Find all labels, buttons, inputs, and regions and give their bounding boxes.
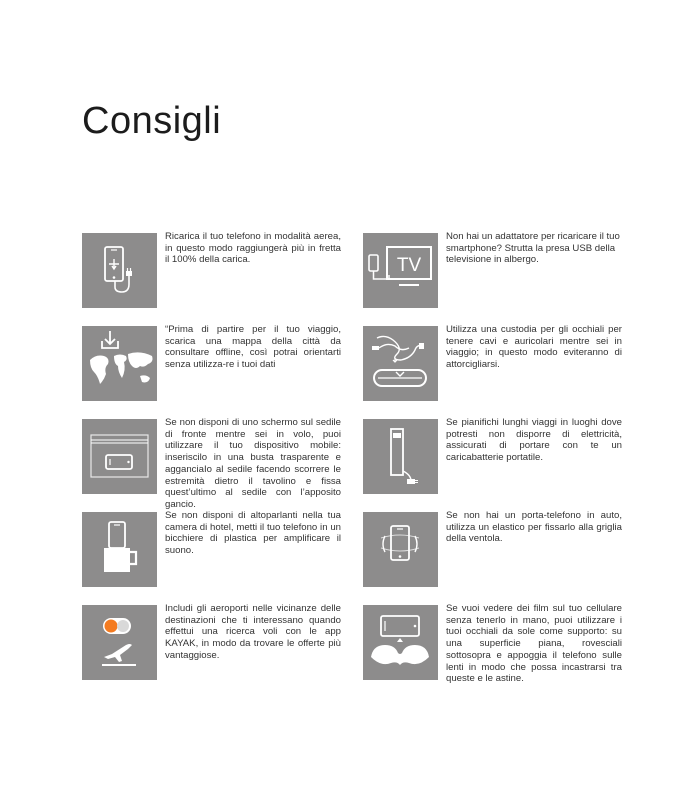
tip-text: Includi gli aeroporti nelle vicinanze delle destinazioni che ti interessano quando effettui una ricerca voli con le app KAYAK, in modo da trovare le offerte più vantaggiose. [165,603,341,661]
tip-text: Se non hai un porta-telefono in auto, utilizza un elastico per fissarlo alla griglia della ventola. [446,510,622,545]
phone-in-cup-icon [82,512,157,587]
tip-text: Se non disponi di altoparlanti nella tua camera di hotel, metti il tuo telefono in un bicchiere di plastica per amplificare il suono. [165,510,341,557]
phone-rubber-band-icon [363,512,438,587]
tip-glasses-case [363,326,683,406]
download-map-icon [82,326,157,401]
tip-airplane-mode [82,233,402,313]
tip-nearby-airports [82,605,402,685]
cable-case-icon [363,326,438,401]
tv-label: TV [396,255,422,276]
toggle-plane-icon [82,605,157,680]
tip-text: Utilizza una custodia per gli occhiali per tenere cavi e auricolari mentre sei in viaggio; in questo modo eviteranno di attorcigliarsi. [446,324,622,371]
tip-text: Se vuoi vedere dei film sul tuo cellulare senza tenerlo in mano, puoi utilizzare i tuoi occhiali da sole come supporto: su una superficie piana, rovesciali sottosopra e appoggia il telefono sulle lenti in modo che possa incastrarsi tra queste e le astine. [446,603,622,685]
power-bank-icon [363,419,438,494]
tip-portable-charger [363,419,683,499]
page-title: Consigli [82,100,222,142]
tip-seat-screen [82,417,402,510]
phone-on-sunglasses-icon [363,605,438,680]
tip-text: “Prima di partire per il tuo viaggio, scarica una mappa della città da consultare offline, così potrai orientarti senza utilizza-re i tuoi dati [165,324,341,371]
tip-text: Ricarica il tuo telefono in modalità aerea, in questo modo raggiungerà più in fretta il 100% della carica. [165,231,341,266]
tip-offline-map [82,326,402,406]
phone-in-bag-icon [82,419,157,494]
tv-usb-icon [363,233,438,308]
tip-text: Non hai un adattatore per ricaricare il tuo smartphone? Strutta la presa USB della televisione in albergo. [446,231,620,266]
tip-speaker-cup [82,512,402,592]
tip-tv-usb [363,233,683,313]
tip-sunglasses-stand [363,605,683,685]
tip-text: Se pianifichi lunghi viaggi in luoghi dove potresti non disporre di elettricità, assicurati di portare con te un caricabatterie portatile. [446,417,622,464]
phone-airplane-icon [82,233,157,308]
tip-car-holder [363,512,683,592]
tip-text: Se non disponi di uno schermo sul sedile di fronte mentre sei in volo, puoi utilizzare il tuo dispositivo mobile: inseriscilo in una busta trasparente e agganciaIo al sedile facendo scorrere le estremità dietro il tavolino e fissa quest’ultimo al sedile con l’apposito gancio. [165,417,341,510]
